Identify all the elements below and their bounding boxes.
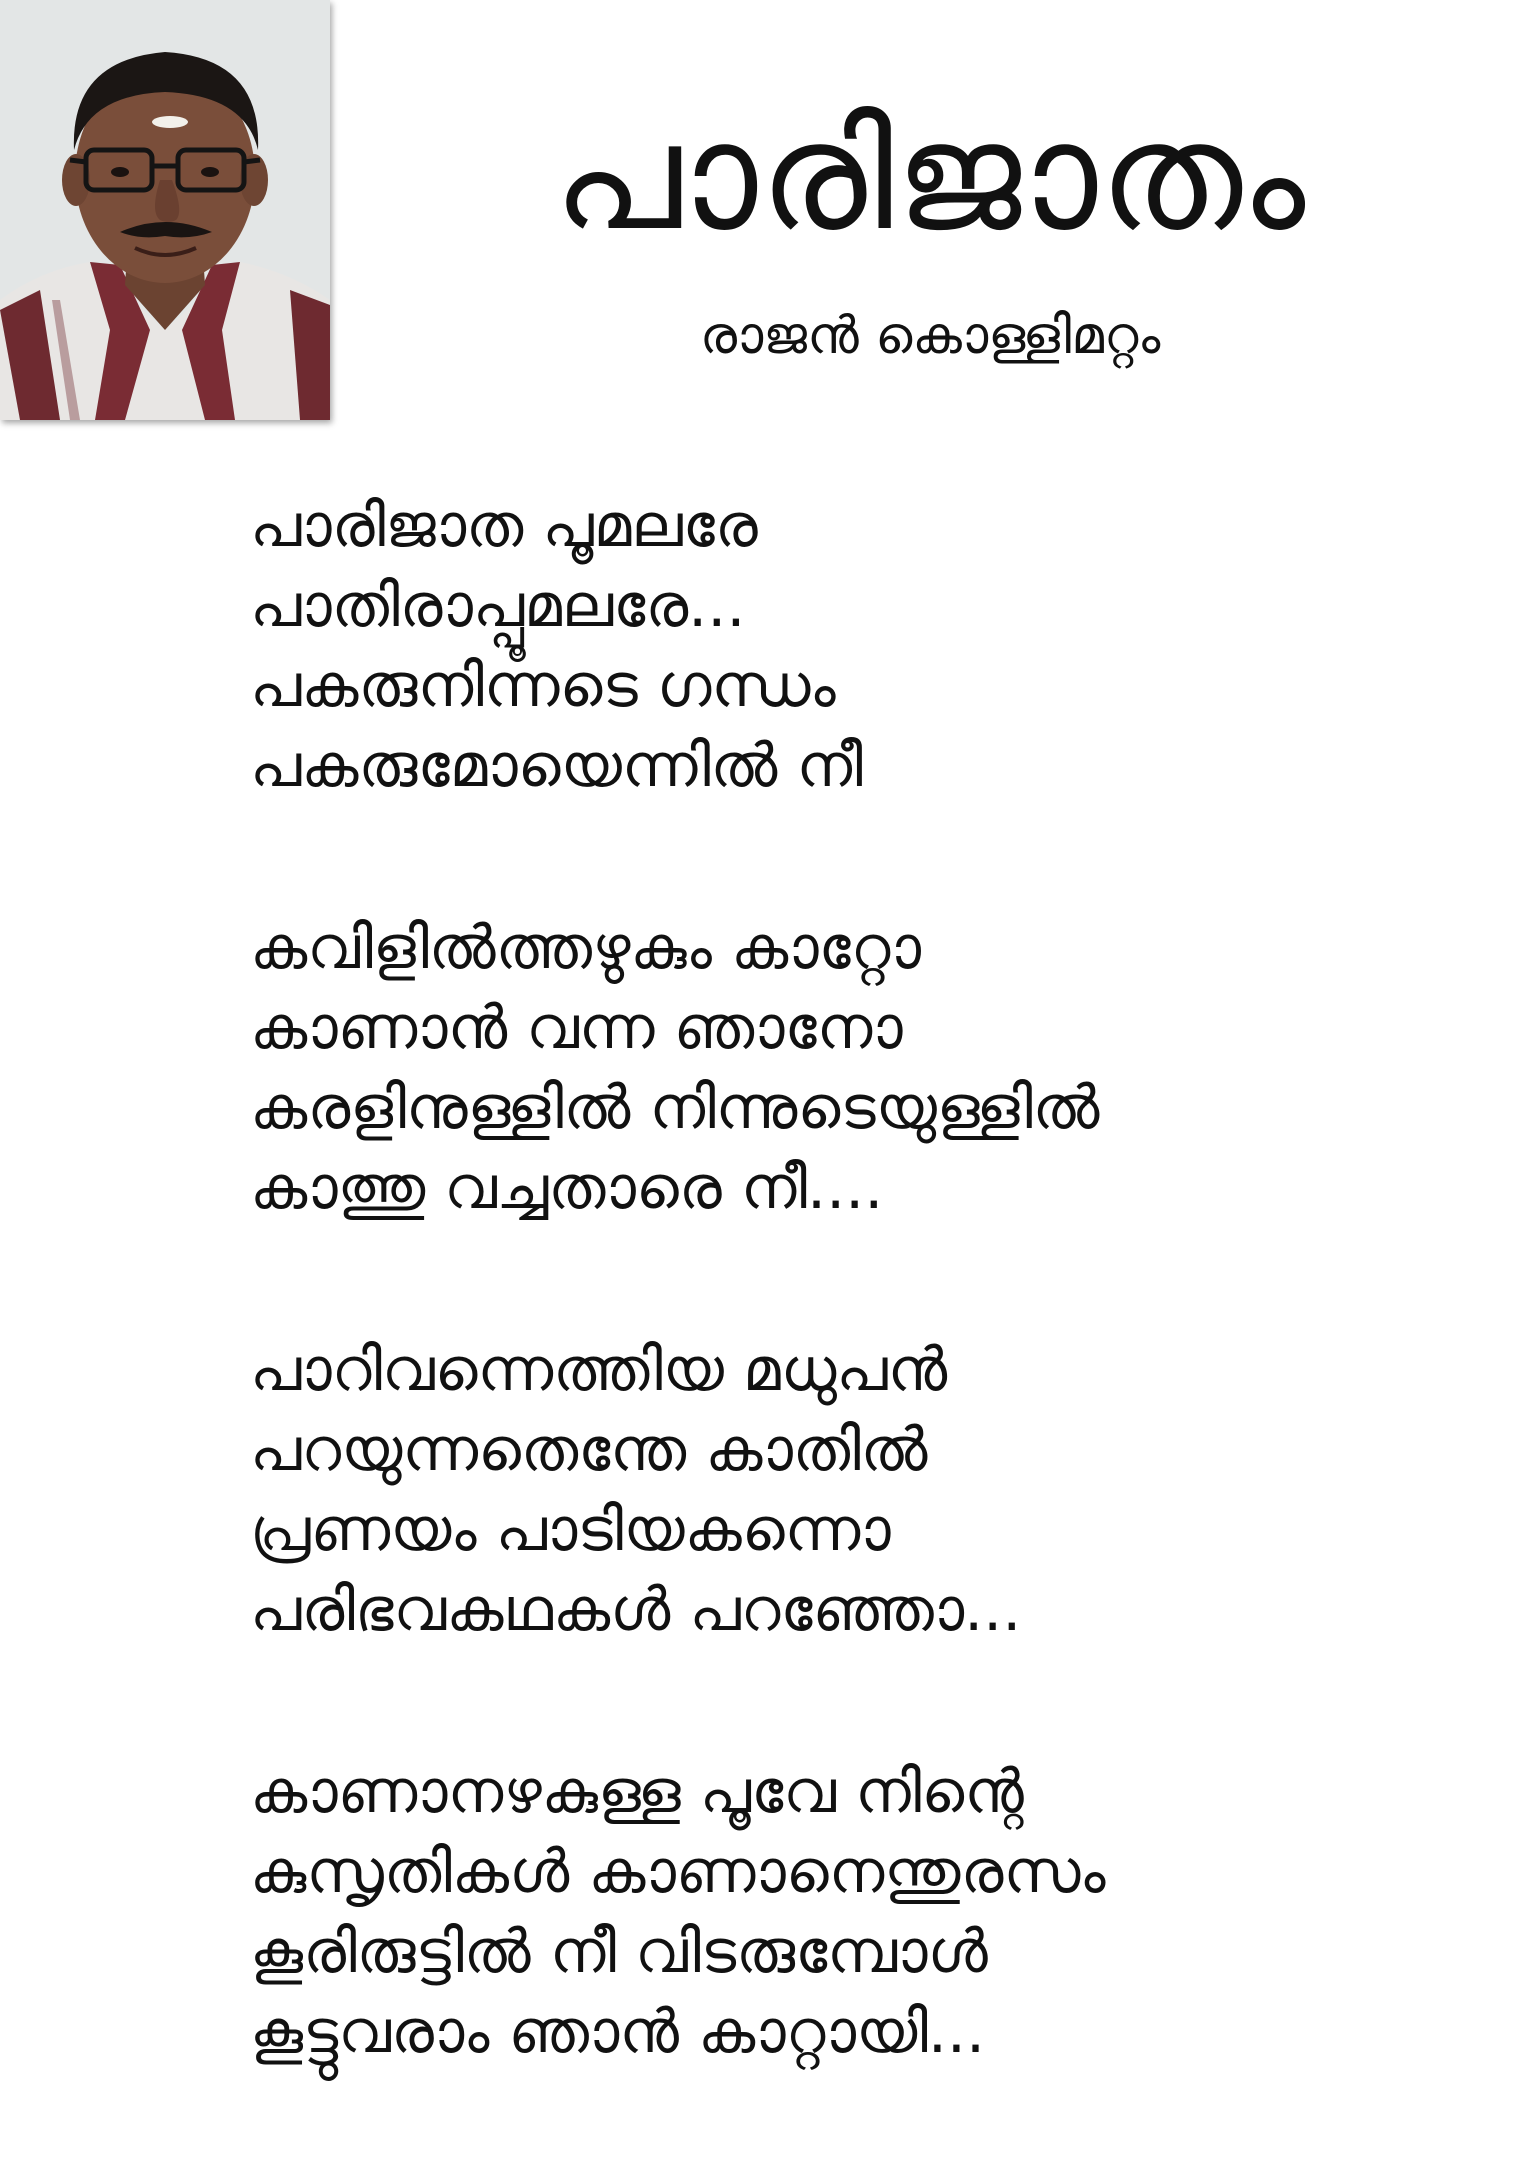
author-portrait-icon: [0, 0, 330, 420]
poem-line: കാണാൻ വന്ന ഞാനോ: [250, 993, 903, 1063]
poem-line: കൂരിരുട്ടിൽ നീ വിടരുമ്പോൾ: [250, 1917, 988, 1987]
stanza: [250, 1752, 1510, 2072]
poem-line: കരളിനുള്ളിൽ നിന്നുടെയുള്ളിൽ: [250, 1073, 1100, 1143]
stanza: [250, 908, 1510, 1228]
poem-body: [250, 486, 1510, 2174]
stanza: [250, 486, 1510, 806]
poem-line: പാതിരാപ്പൂമലരേ...: [250, 571, 746, 641]
poem-line: കുസൃതികൾ കാണാനെന്തുരസം: [250, 1837, 1106, 1907]
poem-line: പാറിവന്നെത്തിയ മധുപൻ: [250, 1335, 948, 1405]
poem-line: കാത്തു വച്ചതാരെ നീ....: [250, 1153, 884, 1223]
poem-line: കാണാനഴകുള്ള പൂവേ നിന്റെ: [250, 1757, 1024, 1827]
poem-title: പാരിജാതം: [552, 90, 1308, 264]
poem-line: കവിളിൽത്തഴുകും കാറ്റോ: [250, 913, 921, 983]
poem-line: പരിഭവകഥകൾ പറഞ്ഞോ...: [250, 1575, 1022, 1645]
poem-line: കൂട്ടുവരാം ഞാൻ കാറ്റായി...: [250, 1997, 986, 2067]
author-name: രാജൻ കൊള്ളിമറ്റം: [699, 306, 1161, 366]
poem-line: പകരുനിന്നടെ ഗന്ധം: [250, 651, 836, 721]
poem-line: പറയുന്നതെന്തേ കാതിൽ: [250, 1415, 928, 1485]
stanza: [250, 1330, 1510, 1650]
poem-line: പ്രണയം പാടിയകന്നൊ: [250, 1495, 891, 1565]
author-photo: [0, 0, 330, 420]
poem-line: പകരുമോയെന്നിൽ നീ: [250, 731, 863, 801]
poem-line: പാരിജാത പൂമലരേ: [250, 491, 758, 561]
